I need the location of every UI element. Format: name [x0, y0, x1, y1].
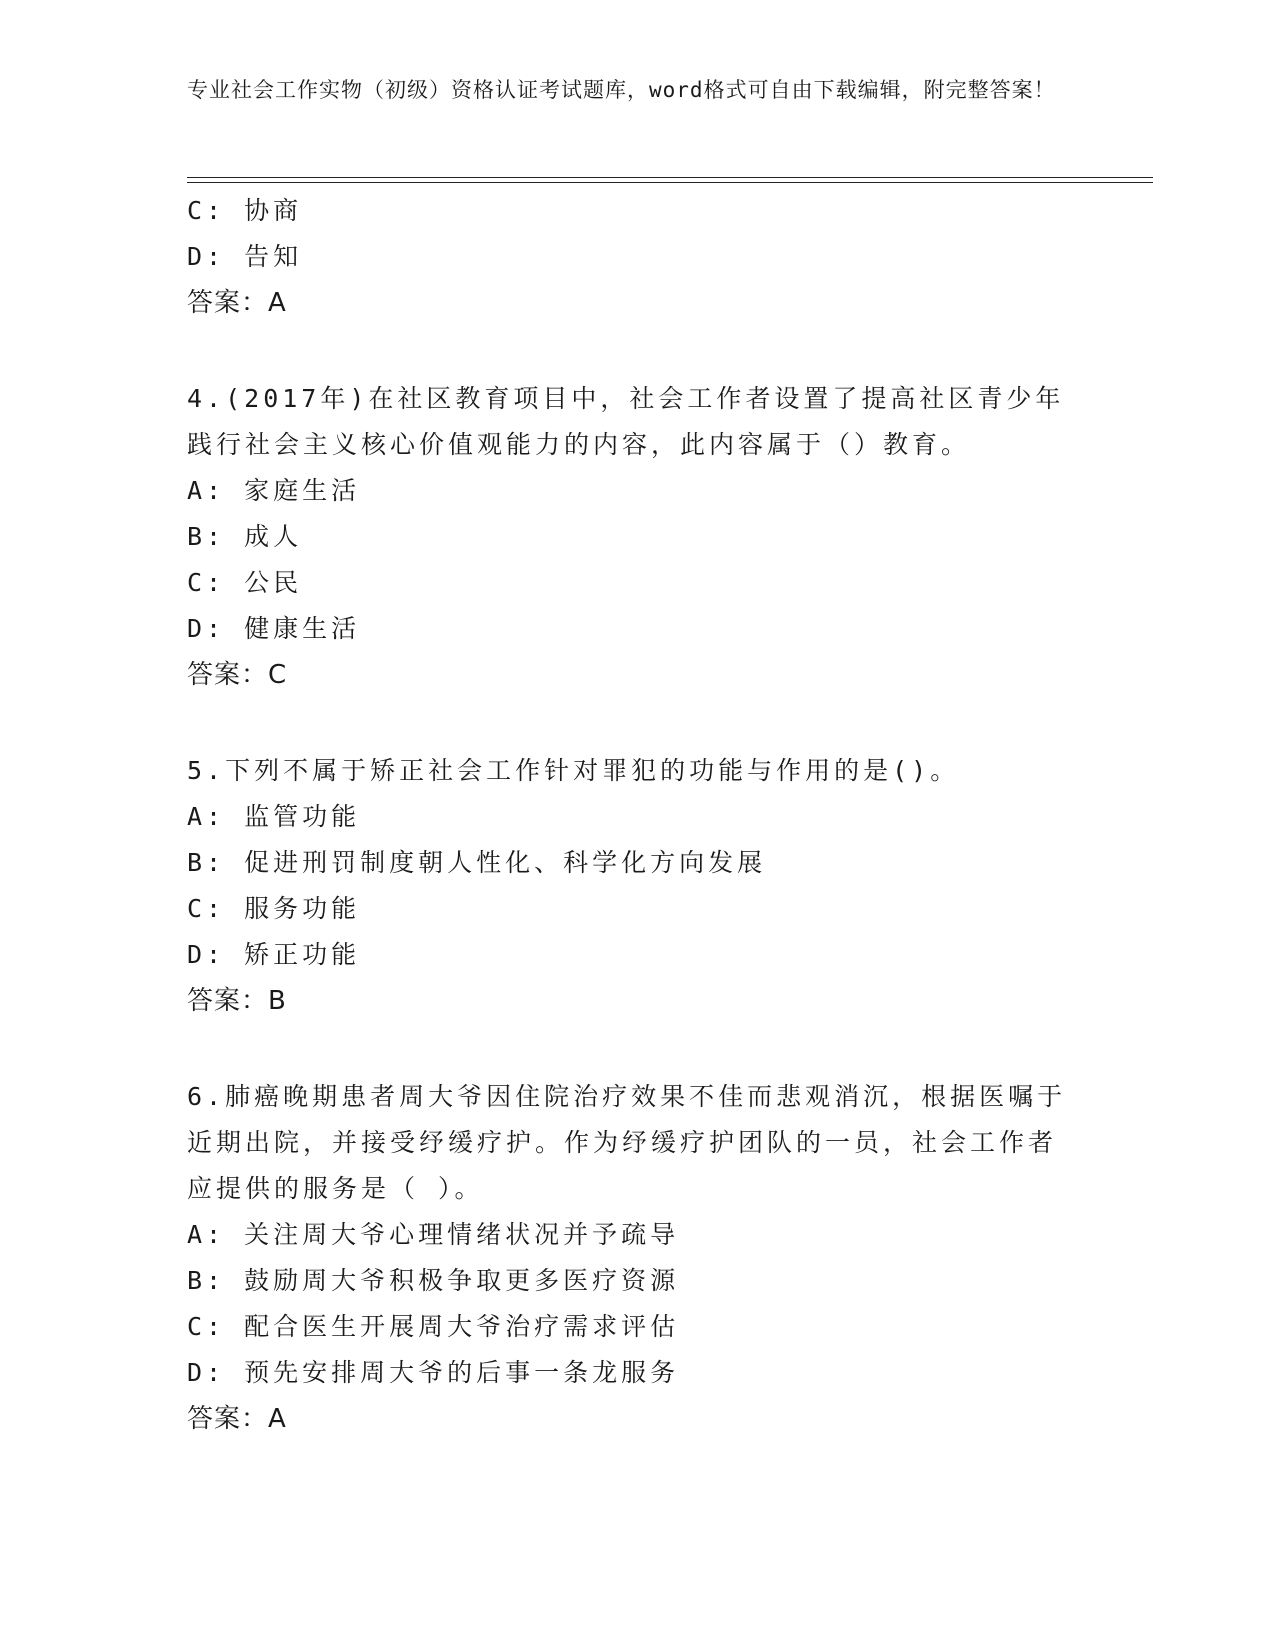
- option-a: A: 监管功能: [187, 802, 361, 831]
- answer-line: 答案：A: [187, 1404, 287, 1434]
- option-b: B: 成人: [187, 522, 303, 551]
- option-a: A: 家庭生活: [187, 476, 361, 505]
- question-list: [187, 188, 1087, 1442]
- option-c: C: 服务功能: [187, 894, 361, 923]
- option-d: D: 告知: [187, 242, 303, 271]
- option-a: A: 关注周大爷心理情绪状况并予疏导: [187, 1220, 680, 1249]
- option-c: C: 协商: [187, 196, 303, 225]
- answer-line: 答案：A: [187, 288, 287, 318]
- option-b: B: 促进刑罚制度朝人性化、科学化方向发展: [187, 848, 767, 877]
- option-d: D: 健康生活: [187, 614, 361, 643]
- document-header: 专业社会工作实物（初级）资格认证考试题库，word格式可自由下载编辑，附完整答案！: [187, 78, 1056, 102]
- question-stem: 6.肺癌晚期患者周大爷因住院治疗效果不佳而悲观消沉，根据医嘱于近期出院，并接受纾缓疗护。作为纾缓疗护团队的一员，社会工作者应提供的服务是（ ）。: [187, 1082, 1067, 1203]
- question-stem: 4.(2017年)在社区教育项目中，社会工作者设置了提高社区青少年践行社会主义核心价值观能力的内容，此内容属于（）教育。: [187, 384, 1065, 459]
- header-rule-top: [187, 177, 1153, 178]
- option-c: C: 公民: [187, 568, 303, 597]
- answer-line: 答案：B: [187, 986, 287, 1016]
- question-5: [187, 748, 1087, 1024]
- question-stem: 5.下列不属于矫正社会工作针对罪犯的功能与作用的是()。: [187, 756, 960, 785]
- partial-question-3: [187, 188, 1087, 326]
- option-c: C: 配合医生开展周大爷治疗需求评估: [187, 1312, 680, 1341]
- header-rule-bottom: [187, 182, 1153, 183]
- answer-line: 答案：C: [187, 660, 288, 690]
- question-4: [187, 376, 1087, 698]
- option-b: B: 鼓励周大爷积极争取更多医疗资源: [187, 1266, 680, 1295]
- option-d: D: 预先安排周大爷的后事一条龙服务: [187, 1358, 680, 1387]
- option-d: D: 矫正功能: [187, 940, 361, 969]
- question-6: [187, 1074, 1087, 1442]
